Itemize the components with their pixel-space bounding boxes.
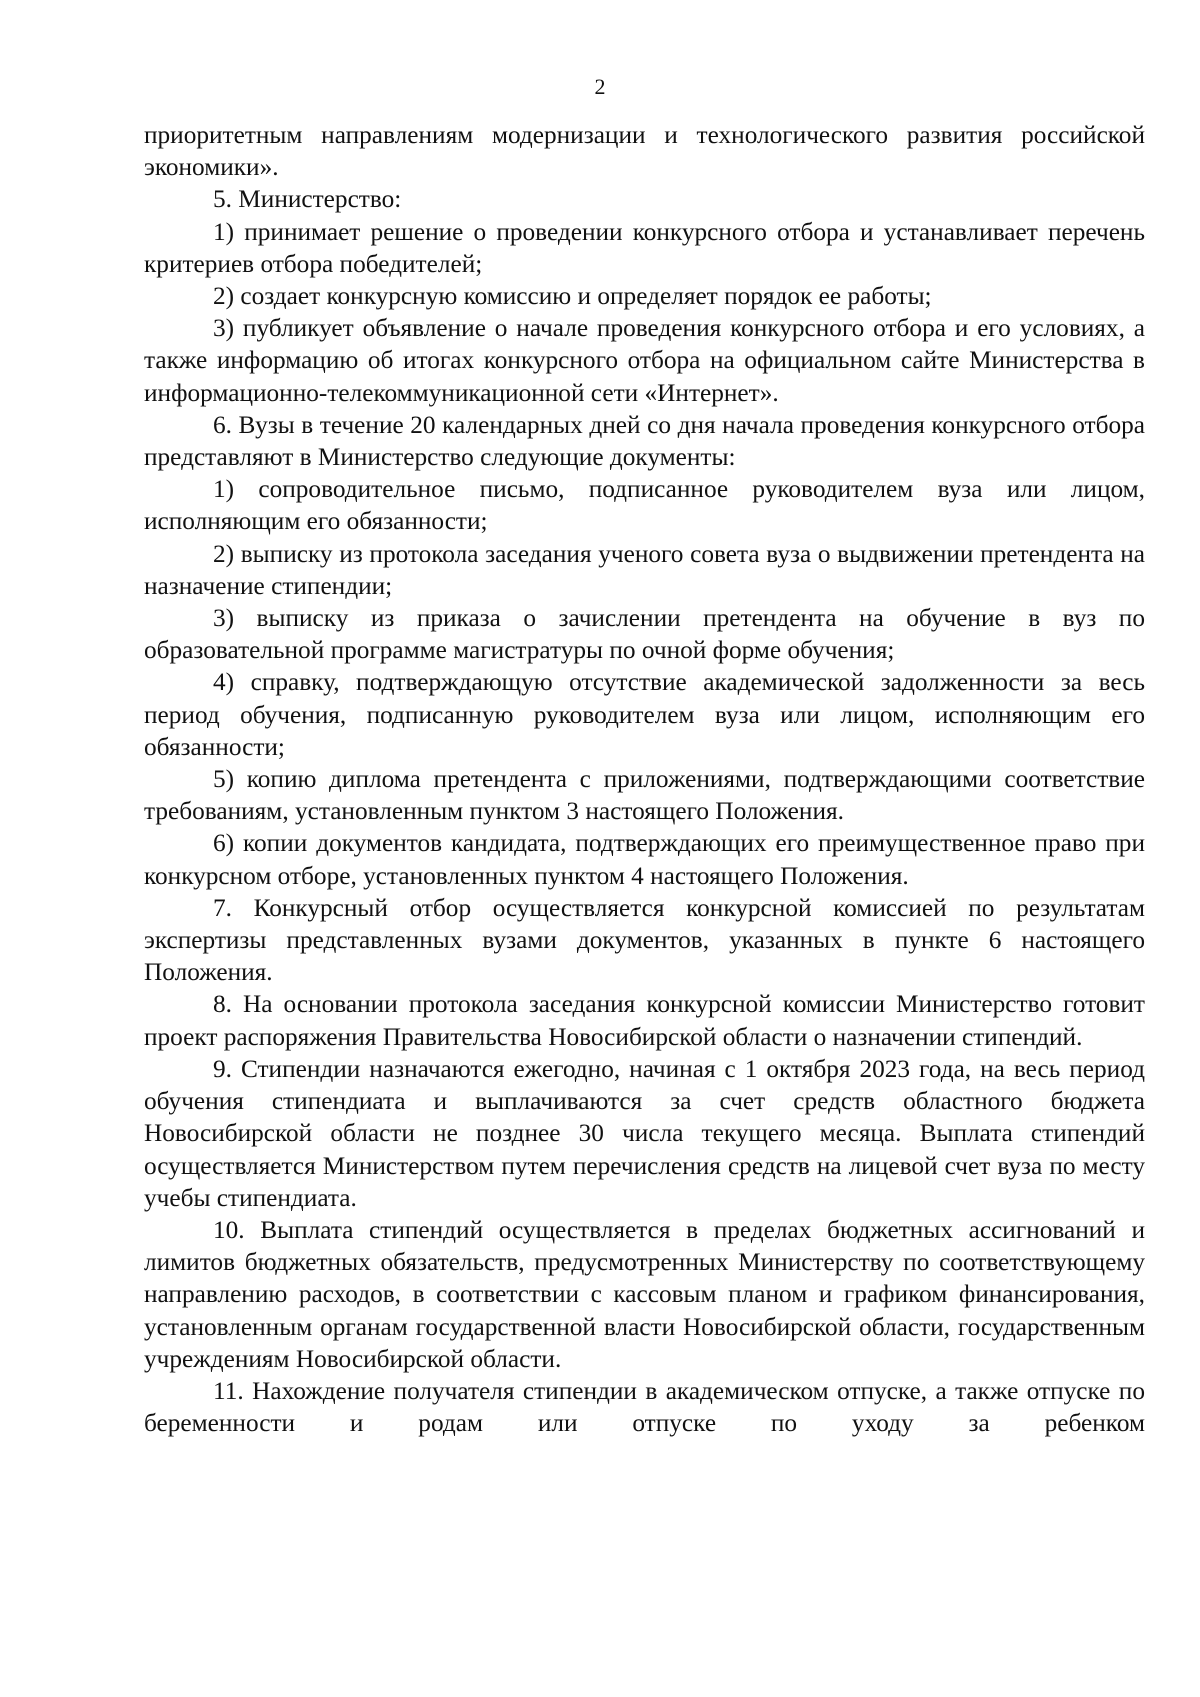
paragraph-subitem-5-2: 2) создает конкурсную комиссию и определяет порядок ее работы; (213, 282, 932, 311)
paragraph-subitem-6-5: 5) копию диплома претендента с приложениями, подтверждающими соответствие требованиям, установленным пунктом 3 настоящего Положения. (144, 765, 1145, 826)
paragraph-subitem-5-3: 3) публикует объявление о начале проведения конкурсного отбора и его условиях, а также информацию об итогах конкурсного отбора на официальном сайте Министерства в информационно-телекоммуникационной сети «Интернет». (144, 314, 1145, 407)
paragraph-item-8: 8. На основании протокола заседания конкурсной комиссии Министерство готовит проект распоряжения Правительства Новосибирской области о назначении стипендий. (144, 990, 1145, 1051)
paragraph-subitem-5-1: 1) принимает решение о проведении конкурсного отбора и устанавливает перечень критериев отбора победителей; (144, 217, 1145, 278)
page-number: 2 (594, 74, 606, 99)
paragraph-item-7: 7. Конкурсный отбор осуществляется конкурсной комиссией по результатам экспертизы представленных вузами документов, указанных в пункте 6 настоящего Положения. (144, 893, 1145, 987)
paragraph-subitem-6-1: 1) сопроводительное письмо, подписанное руководителем вуза или лицом, исполняющим его обязанности; (144, 475, 1145, 536)
paragraph-continuation: приоритетным направлениям модернизации и технологического развития российской экономики». (144, 121, 1145, 182)
paragraph-item-11: 11. Нахождение получателя стипендии в академическом отпуске, а также отпуске по беременности и родам или отпуске по уходу за ребенком (144, 1376, 1145, 1438)
paragraph-item-6: 6. Вузы в течение 20 календарных дней со дня начала проведения конкурсного отбора представляют в Министерство следующие документы: (144, 410, 1145, 472)
paragraph-item-9: 9. Стипендии назначаются ежегодно, начиная с 1 октября 2023 года, на весь период обучения стипендиата и выплачиваются за счет средств областного бюджета Новосибирской области не позднее 30 числа текущего месяца. Выплата стипендий осуществляется Министерством путем перечисления средств на лицевой счет вуза по месту учебы стипендиата. (144, 1054, 1145, 1212)
paragraph-subitem-6-6: 6) копии документов кандидата, подтверждающих его преимущественное право при конкурсном отборе, установленных пунктом 4 настоящего Положения. (144, 829, 1145, 890)
paragraph-subitem-6-3: 3) выписку из приказа о зачислении претендента на обучение в вуз по образовательной программе магистратуры по очной форме обучения; (144, 604, 1145, 665)
paragraph-subitem-6-2: 2) выписку из протокола заседания ученого совета вуза о выдвижении претендента на назначение стипендии; (144, 539, 1145, 600)
document-body (144, 119, 1145, 1439)
paragraph-item-10: 10. Выплата стипендий осуществляется в пределах бюджетных ассигнований и лимитов бюджетных обязательств, предусмотренных Министерству по соответствующему направлению расходов, в соответствии с кассовым планом и графиком финансирования, установленным органам государственной власти Новосибирской области, государственным учреждениям Новосибирской области. (144, 1215, 1145, 1373)
paragraph-subitem-6-4: 4) справку, подтверждающую отсутствие академической задолженности за весь период обучения, подписанную руководителем вуза или лицом, исполняющим его обязанности; (144, 668, 1145, 761)
paragraph-item-5: 5. Министерство: (213, 185, 402, 214)
